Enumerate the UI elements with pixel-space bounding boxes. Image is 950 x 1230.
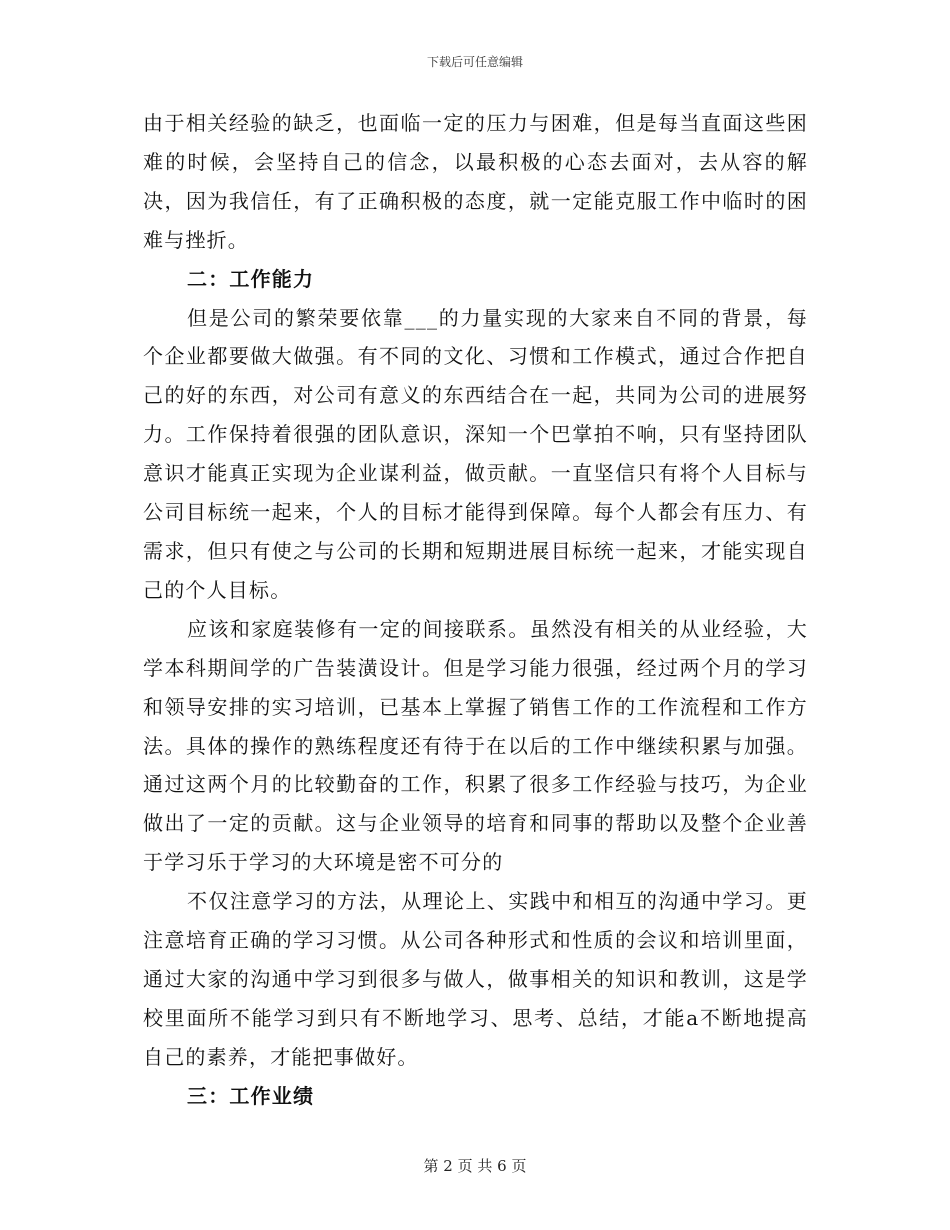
paragraph-teamwork: 但是公司的繁荣要依靠___的力量实现的大家来自不同的背景，每个企业都要做大做强。有不同的文化、习惯和工作模式，通过合作把自己的好的东西，对公司有意义的东西结合在一起，共同为公司的进展努力。工作保持着很强的团队意识，深知一个巴掌拍不响，只有坚持团队意识才能真正实现为企业谋利益，做贡献。一直坚信只有将个人目标与公司目标统一起来，个人的目标才能得到保障。每个人都会有压力、有需求，但只有使之与公司的长期和短期进展目标统一起来，才能实现自己的个人目标。 xyxy=(143,305,808,602)
document-body xyxy=(143,104,808,1116)
page-header: 下载后可任意编辑 xyxy=(426,55,523,69)
paragraph-study-habits: 不仅注意学习的方法，从理论上、实践中和相互的沟通中学习。更注意培育正确的学习习惯。从公司各种形式和性质的会议和培训里面，通过大家的沟通中学习到很多与做人，做事相关的知识和教训，这是学校里面所不能学习到只有不断地学习、思考、总结，才能a不断地提高自己的素养，才能把事做好。 xyxy=(143,889,808,1069)
paragraph-continued: 由于相关经验的缺乏，也面临一定的压力与困难，但是每当直面这些困难的时候，会坚持自己的信念，以最积极的心态去面对，去从容的解决，因为我信任，有了正确积极的态度，就一定能克服工作中临时的困难与挫折。 xyxy=(143,111,808,252)
section-heading-work-achievements: 三：工作业绩 xyxy=(187,1083,315,1108)
paragraph-learning-ability: 应该和家庭装修有一定的间接联系。虽然没有相关的从业经验，大学本科期间学的广告装潢设计。但是学习能力很强，经过两个月的学习和领导安排的实习培训，已基本上掌握了销售工作的工作流程和工作方法。具体的操作的熟练程度还有待于在以后的工作中继续积累与加强。通过这两个月的比较勤奋的工作，积累了很多工作经验与技巧，为企业做出了一定的贡献。这与企业领导的培育和同事的帮助以及整个企业善于学习乐于学习的大环境是密不可分的 xyxy=(143,616,808,875)
section-heading-work-ability: 二：工作能力 xyxy=(187,266,315,291)
page-number-footer: 第 2 页 共 6 页 xyxy=(423,1157,527,1175)
